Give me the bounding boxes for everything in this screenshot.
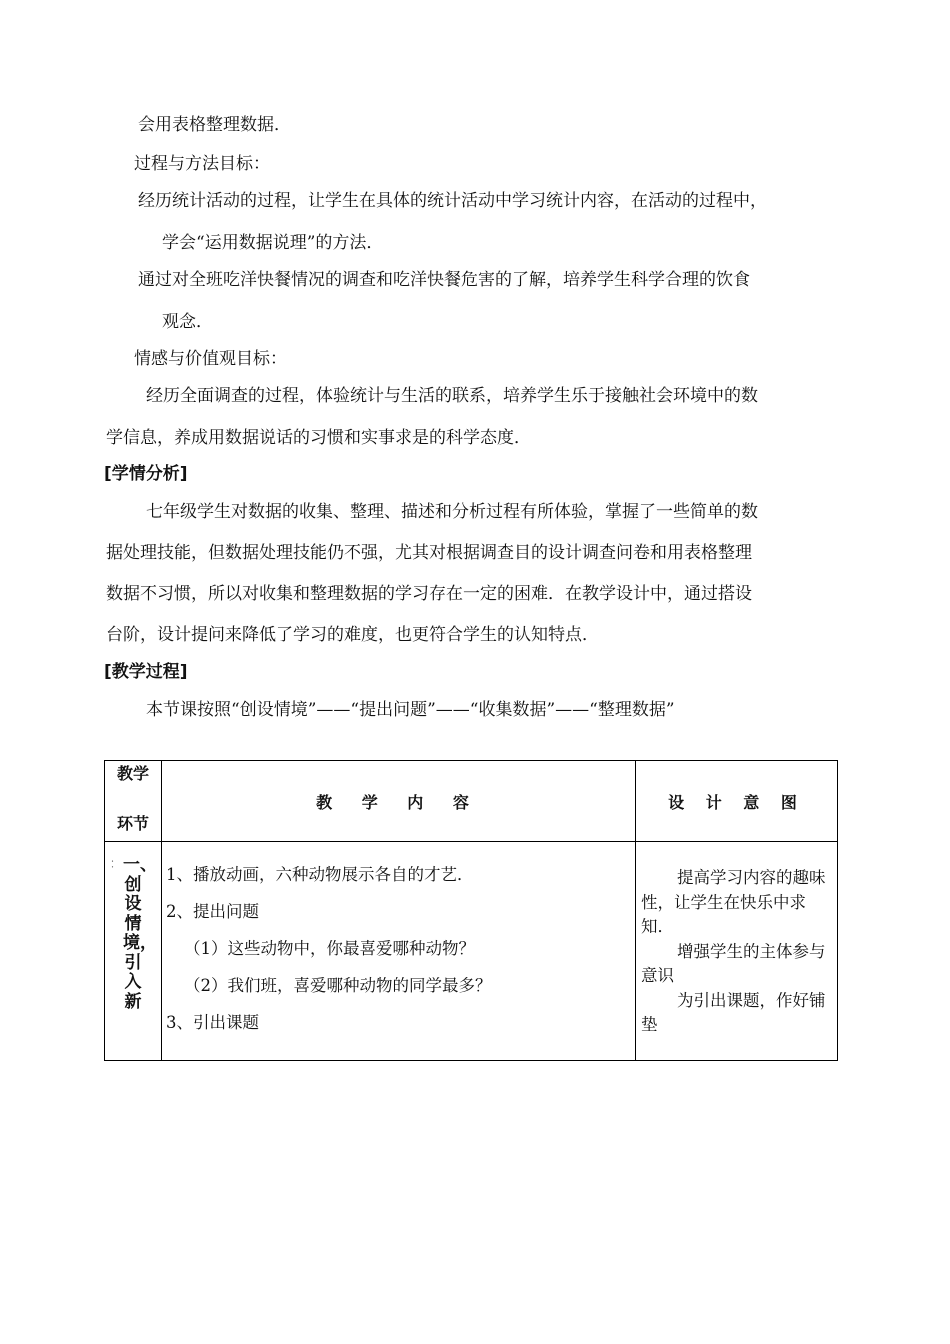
text-line: 经历全面调查的过程，体验统计与生活的联系，培养学生乐于接触社会环境中的数 (146, 386, 758, 406)
text-line: 通过对全班吃洋快餐情况的调查和吃洋快餐危害的了解，培养学生科学合理的饮食 (138, 270, 750, 290)
content-line: （2）我们班，喜爱哪种动物的同学最多？ (184, 976, 492, 995)
header-stage-cell (105, 761, 162, 842)
text-line: 学会“运用数据说理”的方法． (162, 233, 384, 253)
content-cell (162, 842, 636, 1061)
table-header-row (105, 761, 838, 842)
text-line: 台阶，设计提问来降低了学习的难度，也更符合学生的认知特点． (106, 625, 599, 645)
header-intent-cell: 设 计 意 图 (636, 761, 838, 842)
text-line: 经历统计活动的过程，让学生在具体的统计活动中学习统计内容，在活动的过程中， (138, 191, 767, 211)
header-stage-line2: 环节 (116, 814, 149, 833)
content-line: 3、引出课题 (166, 1013, 259, 1032)
intent-paragraph: 增强学生的主体参与意识 (641, 941, 826, 985)
teaching-process-table (104, 760, 838, 1061)
header-stage-line1: 教学 (116, 764, 149, 783)
section-label: 情感与价值观目标： (134, 349, 287, 369)
table-row (105, 842, 838, 1061)
text-line: 会用表格整理数据． (138, 115, 291, 135)
content-line: 1、播放动画，六种动物展示各自的才艺． (166, 865, 474, 884)
content-line: （1）这些动物中，你最喜爱哪种动物？ (184, 939, 475, 958)
section-heading: [学情分析] (104, 464, 188, 484)
text-line: 本节课按照“创设情境”——“提出问题”——“收集数据”——“整理数据” (146, 700, 675, 720)
stage-marker: ︰ (107, 858, 118, 871)
section-heading: [教学过程] (104, 662, 188, 682)
text-line: 观念． (162, 312, 213, 332)
intent-cell (636, 842, 838, 1061)
content-line: 2、提出问题 (166, 902, 259, 921)
stage-text: 一、创设情境，引入新 (123, 855, 157, 1012)
intent-paragraph: 为引出课题，作好铺垫 (641, 990, 826, 1034)
intent-paragraph: 提高学习内容的趣味性，让学生在快乐中求知． (641, 868, 826, 936)
text-line: 数据不习惯，所以对收集和整理数据的学习存在一定的困难．在教学设计中，通过搭设 (106, 584, 752, 604)
text-line: 学信息，养成用数据说话的习惯和实事求是的科学态度． (106, 428, 531, 448)
header-content-cell: 教 学 内 容 (162, 761, 636, 842)
text-line: 七年级学生对数据的收集、整理、描述和分析过程有所体验，掌握了一些简单的数 (146, 502, 758, 522)
section-label: 过程与方法目标： (134, 154, 270, 174)
text-line: 据处理技能，但数据处理技能仍不强，尤其对根据调查目的设计调查问卷和用表格整理 (106, 543, 752, 563)
stage-cell (105, 842, 162, 1061)
